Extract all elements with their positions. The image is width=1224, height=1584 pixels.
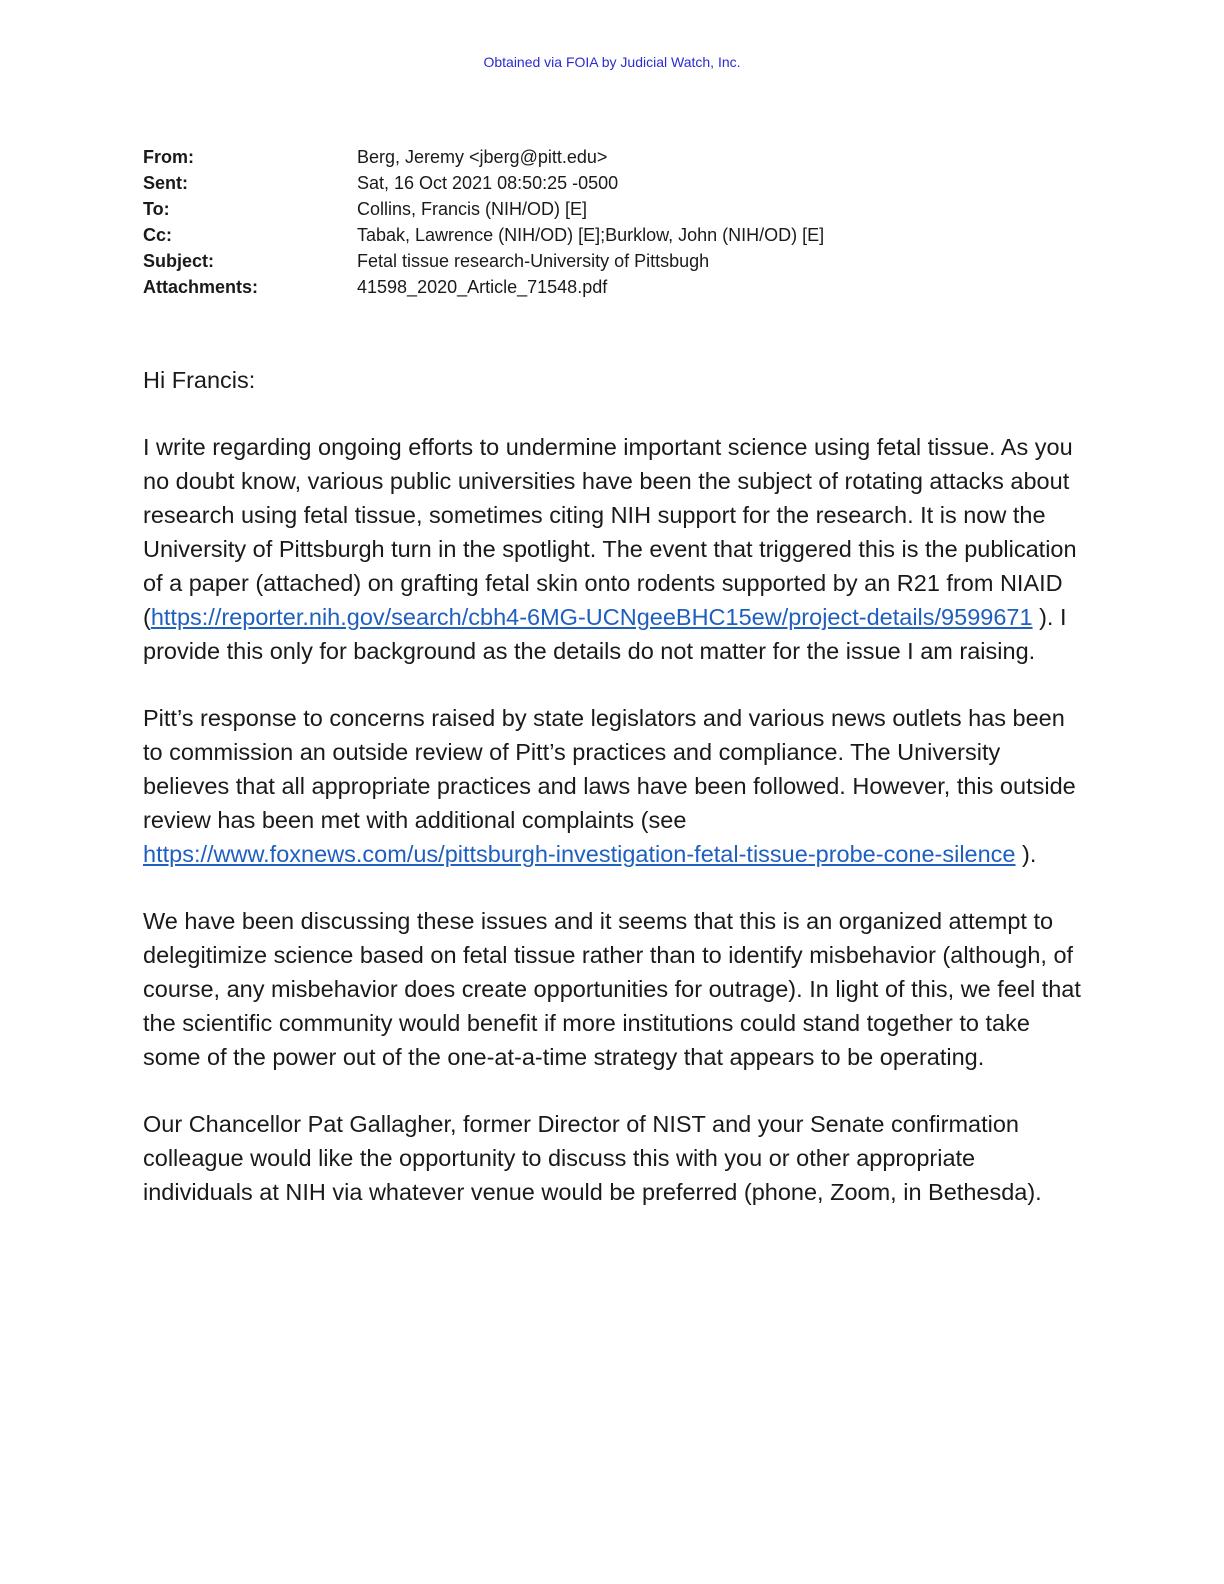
paragraph-2-text-end: ). <box>1015 841 1037 867</box>
paragraph-2 <box>143 701 1083 871</box>
greeting: Hi Francis: <box>143 367 256 393</box>
paragraph-2-text: Pitt’s response to concerns raised by state legislators and various news outlets has been to commission an outside review of Pitt’s practices and compliance. The University believes that all appropriate practices and laws have been followed. However, this outside review has been met with additional complaints (see <box>143 705 1076 833</box>
paragraph-1 <box>143 430 1083 668</box>
paragraph-1-text: I write regarding ongoing efforts to undermine important science using fetal tissue. As you no doubt know, various public universities have been the subject of rotating attacks about research using fetal tissue, sometimes citing NIH support for the research. It is now the University of Pittsburgh turn in the spotlight. The event that triggered this is the publication of a paper (attached) on grafting fetal skin onto rodents supported by an R21 from NIAID ( <box>143 434 1077 630</box>
attachment-filename[interactable]: 41598_2020_Article_71548.pdf <box>357 277 608 297</box>
header-label: Subject: <box>143 251 215 271</box>
foxnews-link[interactable]: https://www.foxnews.com/us/pittsburgh-investigation-fetal-tissue-probe-cone-silence <box>143 841 1016 867</box>
header-label: Sent: <box>143 173 188 193</box>
header-from <box>143 144 824 170</box>
header-label: Cc: <box>143 225 173 245</box>
email-body <box>143 363 1083 1242</box>
header-sent <box>143 170 824 196</box>
header-attachments <box>143 274 824 300</box>
header-value: Tabak, Lawrence (NIH/OD) [E];Burklow, John (NIH/OD) [E] <box>357 225 825 245</box>
header-label: Attachments: <box>143 277 259 297</box>
header-subject <box>143 248 824 274</box>
header-label: From: <box>143 147 194 167</box>
header-label: To: <box>143 199 170 219</box>
nih-reporter-link[interactable]: https://reporter.nih.gov/search/cbh4-6MG-UCNgeeBHC15ew/project-details/9599671 <box>150 604 1033 630</box>
header-value: Sat, 16 Oct 2021 08:50:25 -0500 <box>357 173 619 193</box>
header-cc <box>143 222 824 248</box>
paragraph-3: We have been discussing these issues and it seems that this is an organized attempt to delegitimize science based on fetal tissue rather than to identify misbehavior (although, of course, any misbehavior does create opportunities for outrage). In light of this, we feel that the scientific community would benefit if more institutions could stand together to take some of the power out of the one-at-a-time strategy that appears to be operating. <box>143 908 1081 1070</box>
paragraph-1-text-end: ). I provide this only for background as the details do not matter for the issue I am raising. <box>143 604 1067 664</box>
header-value: Fetal tissue research-University of Pittsbugh <box>357 251 710 271</box>
header-to <box>143 196 824 222</box>
header-value: Berg, Jeremy <jberg@pitt.edu> <box>357 147 608 167</box>
foia-banner: Obtained via FOIA by Judicial Watch, Inc. <box>483 54 741 70</box>
header-value: Collins, Francis (NIH/OD) [E] <box>357 199 588 219</box>
paragraph-4: Our Chancellor Pat Gallagher, former Director of NIST and your Senate confirmation colleague would like the opportunity to discuss this with you or other appropriate individuals at NIH via whatever venue would be preferred (phone, Zoom, in Bethesda). <box>143 1111 1042 1205</box>
email-headers <box>143 144 824 300</box>
